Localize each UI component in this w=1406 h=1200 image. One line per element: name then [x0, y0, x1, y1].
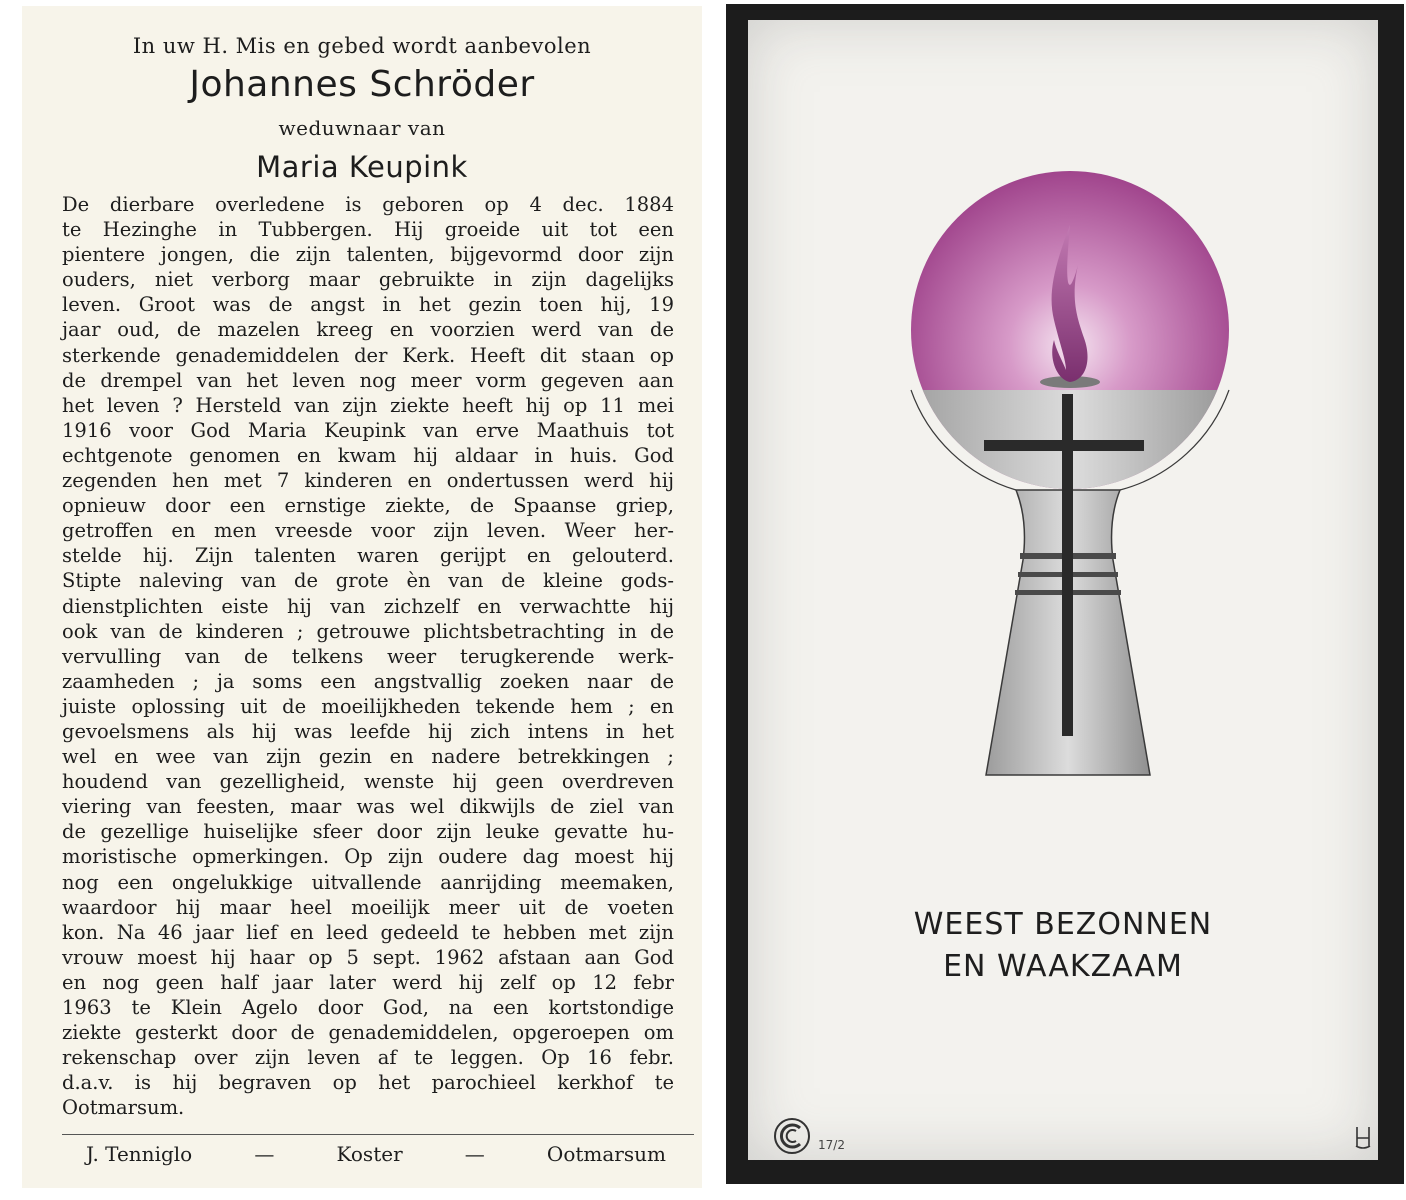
biography-line: gevoelsmens als hij was leefde hij zich intens in het — [62, 719, 674, 743]
footer-place: Ootmarsum — [546, 1142, 666, 1166]
biography-line: vrouw moest hij haar op 5 sept. 1962 afstaan aan God — [62, 945, 674, 969]
footer-dash: — — [254, 1142, 275, 1166]
biography-line: kon. Na 46 jaar lief en leed gedeeld te hebben met zijn — [62, 920, 674, 944]
intro-line: In uw H. Mis en gebed wordt aanbevolen — [132, 34, 592, 58]
footer-role: Koster — [336, 1142, 403, 1166]
memorial-image-card — [726, 4, 1404, 1184]
biography-line: stelde hij. Zijn talenten waren gerijpt en gelouterd. — [62, 544, 674, 568]
biography-line: moristische opmerkingen. Op zijn oudere dag moest hij — [62, 845, 674, 869]
biography-line: echtgenote genomen en kwam hij aldaar in huis. God — [62, 443, 674, 467]
biography-line: het leven ? Hersteld van zijn ziekte heeft hij op 11 mei — [62, 393, 674, 417]
footer-divider — [62, 1134, 694, 1135]
printer-footer — [86, 1142, 666, 1166]
biography-line: en nog geen half jaar later werd hij zelf op 12 febr — [62, 970, 674, 994]
biography-line: leven. Groot was de angst in het gezin toen hij, 19 — [62, 293, 674, 317]
candle-cross-keyhole-emblem — [748, 20, 1378, 820]
biography-line: wel en wee van zijn gezin en nadere betrekkingen ; — [62, 745, 674, 769]
biography-line: ziekte gesterkt door de genademiddelen, opgeroepen om — [62, 1021, 674, 1045]
biography-line: de gezellige huiselijke sfeer door zijn leuke gevatte hu- — [62, 820, 674, 844]
biography-line: viering van feesten, maar was wel dikwijls de ziel van — [62, 795, 674, 819]
motto-line-1: WEEST BEZONNEN — [913, 907, 1213, 942]
print-code: 17/2 — [818, 1138, 845, 1152]
biography-line: Ootmarsum. — [62, 1096, 185, 1120]
biography-line: vervulling van de telkens weer terugkerende werk- — [62, 644, 674, 668]
biography-line: waardoor hij maar heel moeilijk meer uit de voeten — [62, 895, 674, 919]
biography-line: houdend van gezelligheid, wenste hij geen overdreven — [62, 770, 674, 794]
biography-line: sterkende genademiddelen der Kerk. Heeft dit staan op — [62, 343, 674, 367]
biography-line: zegenden hen met 7 kinderen en ondertussen werd hij — [62, 469, 674, 493]
publisher-logo-icon — [772, 1116, 812, 1156]
motto — [748, 904, 1378, 988]
biography-line: ouders, niet verborg maar gebruikte in zijn dagelijks — [62, 268, 674, 292]
spouse-name: Maria Keupink — [256, 150, 468, 184]
biography-line: De dierbare overledene is geboren op 4 dec. 1884 — [62, 193, 674, 216]
biography-line: opnieuw door een ernstige ziekte, de Spaanse griep, — [62, 494, 674, 518]
motto-line-2: EN WAAKZAAM — [943, 949, 1183, 984]
biography-line: pientere jongen, die zijn talenten, bijgevormd door zijn — [62, 243, 674, 267]
biography-line: getroffen en men vreesde voor zijn leven. Weer her- — [62, 519, 674, 543]
widow-of-line: weduwnaar van — [278, 116, 446, 140]
biography-line: ook van de kinderen ; getrouwe plichtsbetrachting in de — [62, 619, 674, 643]
biography-line: te Hezinghe in Tubbergen. Hij groeide uit tot een — [62, 218, 674, 242]
biography-line: zaamheden ; ja soms een angstvallig zoeken naar de — [62, 669, 674, 693]
biography-line: 1916 voor God Maria Keupink van erve Maathuis tot — [62, 418, 674, 442]
biography-line: de drempel van het leven nog meer vorm gegeven aan — [62, 368, 674, 392]
biography-line: nog een ongelukkige uitvallende aanrijding meemaken, — [62, 870, 674, 894]
deceased-name: Johannes Schröder — [189, 64, 535, 105]
footer-dash: — — [464, 1142, 485, 1166]
footer-printer: J. Tenniglo — [86, 1142, 193, 1166]
cross-horizontal — [984, 440, 1144, 451]
biography-line: dienstplichten eiste hij van zichzelf en verwachtte hij — [62, 594, 674, 618]
biography-line: jaar oud, de mazelen kreeg en voorzien werd van de — [62, 318, 674, 342]
biography-line: d.a.v. is hij begraven op het parochieel kerkhof te — [62, 1071, 674, 1095]
biography-line: rekenschap over zijn leven af te leggen. Op 16 febr. — [62, 1046, 674, 1070]
image-panel — [748, 20, 1378, 1160]
artist-monogram-icon — [1352, 1124, 1374, 1150]
biography-line: Stipte naleving van de grote èn van de kleine gods- — [62, 569, 674, 593]
memorial-text-card — [22, 6, 702, 1188]
biography-line: 1963 te Klein Agelo door God, na een kortstondige — [62, 996, 674, 1019]
biography-text — [62, 192, 674, 1120]
biography-line: juiste oplossing uit de moeilijkheden tekende hem ; en — [62, 694, 674, 718]
